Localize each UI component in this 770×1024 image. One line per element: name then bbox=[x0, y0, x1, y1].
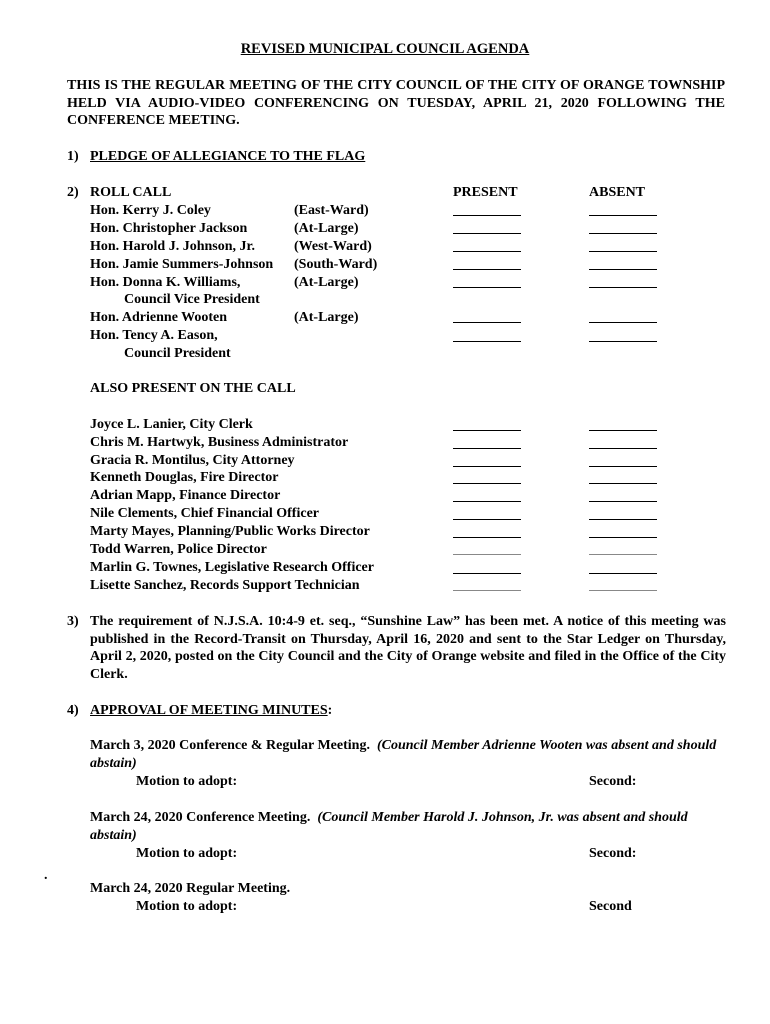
official-name: Lisette Sanchez, Records Support Technician bbox=[90, 578, 360, 593]
present-line bbox=[453, 483, 521, 484]
member-name: Hon. Jamie Summers-Johnson bbox=[90, 257, 274, 272]
minutes-meeting: March 24, 2020 Conference Meeting. bbox=[90, 810, 311, 825]
present-line bbox=[453, 573, 521, 574]
item-1-number: 1) bbox=[67, 149, 79, 164]
present-line bbox=[453, 430, 521, 431]
absent-line bbox=[589, 519, 657, 520]
official-name: Todd Warren, Police Director bbox=[90, 542, 267, 557]
motion-label: Motion to adopt: bbox=[136, 774, 238, 789]
approval-heading-colon: : bbox=[327, 703, 333, 718]
present-line bbox=[453, 269, 521, 270]
member-name: Hon. Kerry J. Coley bbox=[90, 203, 211, 218]
absent-line bbox=[589, 287, 657, 288]
absent-header: ABSENT bbox=[589, 185, 646, 200]
member-name: Hon. Adrienne Wooten bbox=[90, 310, 228, 325]
minutes-note: (Council Member Harold J. Johnson, Jr. was absent and should abstain) bbox=[90, 810, 688, 843]
member-ward: (At-Large) bbox=[294, 275, 359, 290]
official-name: Gracia R. Montilus, City Attorney bbox=[90, 453, 295, 468]
present-line bbox=[453, 554, 521, 555]
member-ward: (West-Ward) bbox=[294, 239, 372, 254]
absent-line bbox=[589, 466, 657, 467]
document-title: REVISED MUNICIPAL COUNCIL AGENDA bbox=[240, 41, 530, 57]
present-line bbox=[453, 233, 521, 234]
member-ward: (At-Large) bbox=[294, 221, 359, 236]
member-name: Hon. Donna K. Williams, bbox=[90, 275, 241, 290]
member-name: Hon. Tency A. Eason, bbox=[90, 328, 218, 343]
present-header: PRESENT bbox=[453, 185, 518, 200]
approval-heading-text: APPROVAL OF MEETING MINUTES bbox=[90, 703, 328, 718]
official-name: Nile Clements, Chief Financial Officer bbox=[90, 506, 320, 521]
official-name: Chris M. Hartwyk, Business Administrator bbox=[90, 435, 349, 450]
present-line bbox=[453, 215, 521, 216]
item-2-number: 2) bbox=[67, 185, 79, 200]
present-line bbox=[453, 466, 521, 467]
motion-label: Motion to adopt: bbox=[136, 899, 238, 914]
minutes-entry bbox=[90, 809, 726, 844]
minutes-meeting: March 24, 2020 Regular Meeting. bbox=[90, 881, 291, 896]
absent-line bbox=[589, 215, 657, 216]
member-ward: (At-Large) bbox=[294, 310, 359, 325]
absent-line bbox=[589, 233, 657, 234]
member-title: Council President bbox=[124, 346, 231, 361]
present-line bbox=[453, 322, 521, 323]
absent-line bbox=[589, 501, 657, 502]
also-present-heading: ALSO PRESENT ON THE CALL bbox=[90, 381, 296, 396]
stray-mark: . bbox=[44, 868, 48, 883]
present-line bbox=[453, 537, 521, 538]
present-line bbox=[453, 590, 521, 591]
meeting-intro: THIS IS THE REGULAR MEETING OF THE CITY COUNCIL OF THE CITY OF ORANGE TOWNSHIP HELD VIA AUDIO-VIDEO CONFERENCING ON TUESDAY, APRIL 21, 2020 FOLLOWING THE CONFERENCE MEETING. bbox=[67, 78, 725, 128]
official-name: Marlin G. Townes, Legislative Research Officer bbox=[90, 560, 374, 575]
absent-line bbox=[589, 573, 657, 574]
official-name: Marty Mayes, Planning/Public Works Director bbox=[90, 524, 370, 539]
second-label: Second: bbox=[589, 846, 637, 861]
item-4-number: 4) bbox=[67, 703, 79, 718]
minutes-meeting: March 3, 2020 Conference & Regular Meeting. bbox=[90, 738, 370, 753]
absent-line bbox=[589, 448, 657, 449]
absent-line bbox=[589, 537, 657, 538]
absent-line bbox=[589, 430, 657, 431]
present-line bbox=[453, 519, 521, 520]
second-label: Second: bbox=[589, 774, 637, 789]
member-ward: (East-Ward) bbox=[294, 203, 369, 218]
member-name: Hon. Christopher Jackson bbox=[90, 221, 248, 236]
present-line bbox=[453, 287, 521, 288]
absent-line bbox=[589, 269, 657, 270]
second-label: Second bbox=[589, 899, 632, 914]
sunshine-law-notice: The requirement of N.J.S.A. 10:4-9 et. seq., “Sunshine Law” has been met. A notice of this meeting was published in the Record-Transit on Thursday, April 16, 2020 and sent to the Star Ledger on Thursday, April 2, 2020, posted on the City Council and the City of Orange website and filed in the Office of the City Clerk. bbox=[90, 614, 726, 682]
absent-line bbox=[589, 322, 657, 323]
item-4-approval-heading bbox=[90, 702, 332, 720]
item-3-number: 3) bbox=[67, 614, 79, 629]
member-title: Council Vice President bbox=[124, 292, 260, 307]
present-line bbox=[453, 251, 521, 252]
present-line bbox=[453, 448, 521, 449]
absent-line bbox=[589, 341, 657, 342]
present-line bbox=[453, 501, 521, 502]
official-name: Joyce L. Lanier, City Clerk bbox=[90, 417, 253, 432]
absent-line bbox=[589, 251, 657, 252]
motion-label: Motion to adopt: bbox=[136, 846, 238, 861]
minutes-entry bbox=[90, 737, 726, 772]
roll-call-heading: ROLL CALL bbox=[90, 185, 172, 200]
absent-line bbox=[589, 590, 657, 591]
item-1-pledge: PLEDGE OF ALLEGIANCE TO THE FLAG bbox=[90, 149, 366, 164]
member-ward: (South-Ward) bbox=[294, 257, 378, 272]
member-name: Hon. Harold J. Johnson, Jr. bbox=[90, 239, 255, 254]
official-name: Kenneth Douglas, Fire Director bbox=[90, 470, 279, 485]
official-name: Adrian Mapp, Finance Director bbox=[90, 488, 281, 503]
absent-line bbox=[589, 483, 657, 484]
present-line bbox=[453, 341, 521, 342]
minutes-note: (Council Member Adrienne Wooten was absent and should abstain) bbox=[90, 738, 717, 771]
absent-line bbox=[589, 554, 657, 555]
